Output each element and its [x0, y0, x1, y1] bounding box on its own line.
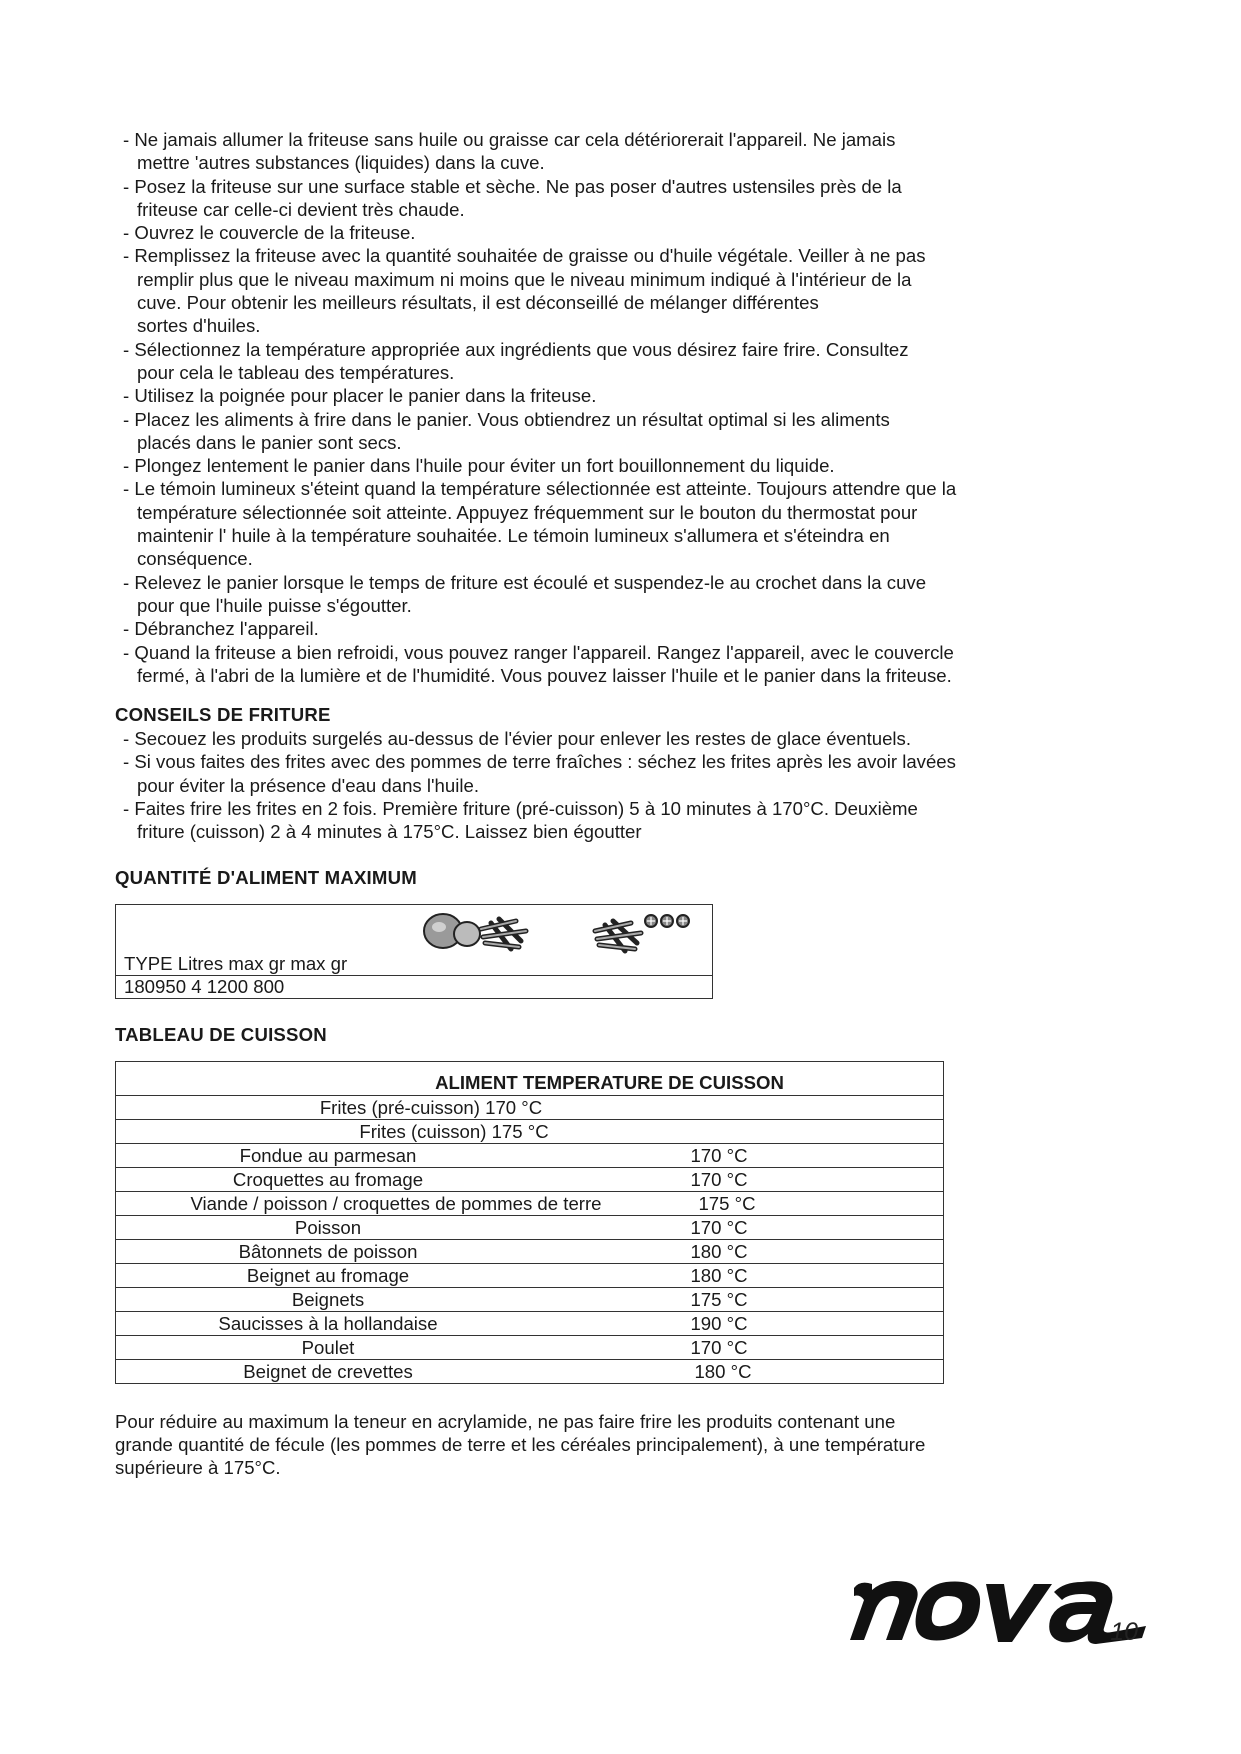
- food-name: Bâtonnets de poisson: [238, 1240, 418, 1262]
- food-name: Poulet: [301, 1336, 355, 1358]
- quantity-header-text: TYPE Litres max gr max gr: [124, 952, 348, 974]
- instructions-list: [115, 128, 1125, 687]
- instruction-item: - Ouvrez le couvercle de la friteuse.: [123, 222, 416, 244]
- manual-page: [115, 128, 1125, 1497]
- acrylamide-note: Pour réduire au maximum la teneur en acrylamide, ne pas faire frire les produits contenant une grande quantité de fécule (les pommes de terre et les céréales principalement), à une température supérieure à 175°C.: [115, 1410, 926, 1478]
- cuisson-title: TABLEAU DE CUISSON: [115, 1023, 327, 1045]
- table-row: [116, 1288, 943, 1312]
- instruction-item: - Placez les aliments à frire dans le panier. Vous obtiendrez un résultat optimal si les aliments placés dans le panier sont secs.: [123, 408, 890, 453]
- food-name: Saucisses à la hollandaise: [218, 1312, 438, 1334]
- food-name: Viande / poisson / croquettes de pommes de terre: [190, 1192, 602, 1214]
- food-temp: 180 °C: [690, 1264, 748, 1286]
- food-name: Croquettes au fromage: [232, 1168, 424, 1190]
- food-name: Beignet au fromage: [246, 1264, 410, 1286]
- fresh-potatoes-fries-icon: [421, 909, 541, 955]
- food-name: Beignet de crevettes: [243, 1360, 413, 1382]
- table-row: [116, 1216, 943, 1240]
- conseil-item: - Secouez les produits surgelés au-dessus de l'évier pour enlever les restes de glace éventuels.: [123, 728, 912, 750]
- combined-cell: Frites (cuisson) 175 °C: [359, 1120, 549, 1142]
- food-temp: 170 °C: [690, 1216, 748, 1238]
- cooking-table-header: ALIMENT TEMPERATURE DE CUISSON: [116, 1062, 943, 1096]
- instruction-item: - Le témoin lumineux s'éteint quand la température sélectionnée est atteinte. Toujours attendre que la température sélectionnée soit atteinte. Appuyez fréquemment sur le bouton du thermostat pour maintenir l' huile à la température souhaitée. Le témoin lumineux s'allumera et s'éteindra en conséquence.: [123, 478, 957, 570]
- conseil-item: - Faites frire les frites en 2 fois. Première friture (pré-cuisson) 5 à 10 minutes à 170°C. Deuxième friture (cuisson) 2 à 4 minutes à 175°C. Laissez bien égoutter: [123, 798, 918, 843]
- table-row: [116, 1168, 943, 1192]
- table-row: [116, 1192, 943, 1216]
- table-row: [116, 1096, 943, 1120]
- instruction-item: - Posez la friteuse sur une surface stable et sèche. Ne pas poser d'autres ustensiles près de la friteuse car celle-ci devient très chaude.: [123, 175, 902, 220]
- food-name: Beignets: [291, 1288, 365, 1310]
- table-row: [116, 1240, 943, 1264]
- conseils-title: CONSEILS DE FRITURE: [115, 704, 331, 726]
- food-temp: 170 °C: [690, 1168, 748, 1190]
- food-name: Poisson: [294, 1216, 362, 1238]
- food-temp: 180 °C: [690, 1240, 748, 1262]
- conseils-list: [115, 727, 1125, 843]
- combined-cell: Frites (pré-cuisson) 170 °C: [319, 1096, 543, 1118]
- food-temp: 190 °C: [690, 1312, 748, 1334]
- cooking-table: [115, 1061, 944, 1384]
- table-row: [116, 1120, 943, 1144]
- food-temp: 180 °C: [694, 1360, 752, 1382]
- instruction-item: - Utilisez la poignée pour placer le panier dans la friteuse.: [123, 385, 597, 407]
- table-row: [116, 1312, 943, 1336]
- instruction-item: - Plongez lentement le panier dans l'huile pour éviter un fort bouillonnement du liquide.: [123, 455, 835, 477]
- food-temp: 175 °C: [698, 1192, 756, 1214]
- quantity-table-header: [116, 905, 712, 975]
- instruction-item: - Remplissez la friteuse avec la quantité souhaitée de graisse ou d'huile végétale. Veiller à ne pas remplir plus que le niveau maximum ni moins que le niveau minimum indiqué à l'intérieur de la cuve. Pour obtenir les meilleurs résultats, il est déconseillé de mélanger différentes sortes d'huiles.: [123, 245, 926, 337]
- nova-logo: [850, 1568, 1150, 1652]
- instruction-item: - Quand la friteuse a bien refroidi, vous pouvez ranger l'appareil. Rangez l'appareil, avec le couvercle fermé, à l'abri de la lumière et de l'humidité. Vous pouvez laisser l'huile et le panier dans la friteuse.: [123, 641, 954, 686]
- instruction-item: - Relevez le panier lorsque le temps de friture est écoulé et suspendez-le au crochet dans la cuve pour que l'huile puisse s'égoutter.: [123, 571, 927, 616]
- instruction-item: - Débranchez l'appareil.: [123, 618, 319, 640]
- food-temp: 170 °C: [690, 1336, 748, 1358]
- page-number: 10: [1110, 1618, 1138, 1646]
- table-row: [116, 1360, 943, 1383]
- table-row: [116, 1264, 943, 1288]
- quantity-table: [115, 904, 713, 999]
- table-row: [116, 1336, 943, 1360]
- table-row: [116, 1144, 943, 1168]
- quantity-row: 180950 4 1200 800: [116, 975, 712, 998]
- frozen-fries-icon: [591, 909, 701, 955]
- instruction-item: - Ne jamais allumer la friteuse sans huile ou graisse car cela détériorerait l'appareil. Ne jamais mettre 'autres substances (liquides) dans la cuve.: [123, 129, 896, 174]
- instruction-item: - Sélectionnez la température appropriée aux ingrédients que vous désirez faire frire. Consultez pour cela le tableau des températures.: [123, 338, 909, 383]
- conseil-item: - Si vous faites des frites avec des pommes de terre fraîches : séchez les frites après les avoir lavées pour éviter la présence d'eau dans l'huile.: [123, 751, 956, 796]
- food-temp: 175 °C: [690, 1288, 748, 1310]
- food-temp: 170 °C: [690, 1144, 748, 1166]
- food-name: Fondue au parmesan: [239, 1144, 417, 1166]
- quantite-title: QUANTITÉ D'ALIMENT MAXIMUM: [115, 866, 417, 888]
